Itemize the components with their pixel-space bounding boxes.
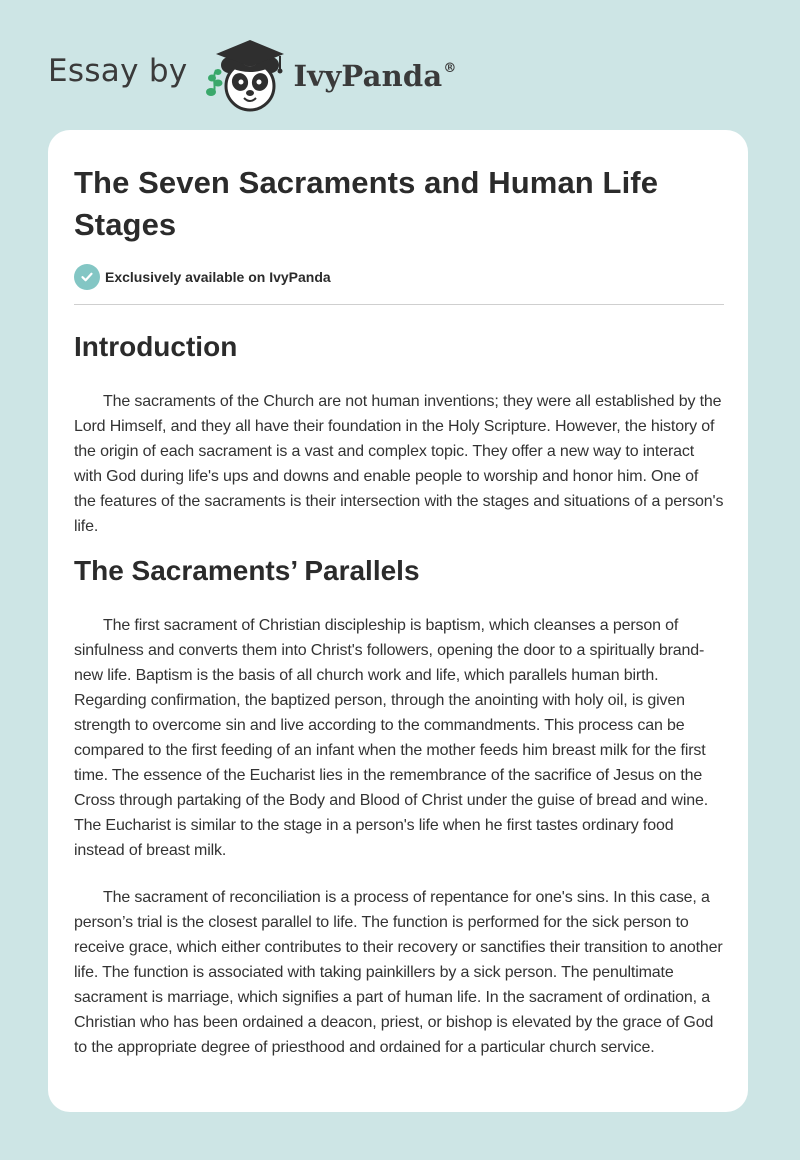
paragraph: The first sacrament of Christian discipleship is baptism, which cleanses a person of sinfulness and converts them into Christ's followers, opening the door to a spiritually brand-new life. Baptism is the basis of all church work and life, which parallels human birth. Regarding confirmation, the baptized person, through the anointing with holy oil, is given strength to overcome sin and live according to the commandments. This process can be compared to the first feeding of an infant when the mother feeds him breast milk for the first time. The essence of the Eucharist lies in the remembrance of the sacrifice of Jesus on the Cross through partaking of the Body and Blood of Christ under the guise of bread and wine. The Eucharist is similar to the stage in a person's life when he first tastes ordinary food instead of breast milk. xyxy=(74,617,709,859)
brand-name: IvyPanda® xyxy=(293,59,457,93)
ivypanda-logo[interactable] xyxy=(200,34,457,114)
paragraph: The sacraments of the Church are not human inventions; they were all established by the Lord Himself, and they all have their foundation in the Holy Scripture. However, the history of the origin of each sacrament is a vast and complex topic. They offer a new way to interact with God during life's ups and downs and enable people to worship and honor him. One of the features of the sacraments is their intersection with the stages and situations of a person's life. xyxy=(74,393,724,535)
essay-by-label: Essay by xyxy=(48,53,188,89)
article-content xyxy=(74,162,724,1060)
check-circle-icon xyxy=(74,264,100,290)
section-introduction xyxy=(74,329,724,539)
divider xyxy=(74,304,724,305)
article-card xyxy=(48,130,748,1112)
paragraph: The sacrament of reconciliation is a process of repentance for one's sins. In this case, a person’s trial is the closest parallel to life. The function is performed for the sick person to receive grace, which either contributes to their recovery or sanctifies their transition to another life. The function is associated with taking painkillers by a sick person. The penultimate sacrament is marriage, which signifies a part of human life. In the sacrament of ordination, a Christian who has been ordained a deacon, priest, or bishop is elevated by the grace of God to the appropriate degree of priesthood and ordained for a particular church service. xyxy=(74,889,723,1056)
exclusive-label: Exclusively available on IvyPanda xyxy=(105,269,331,285)
article-title: The Seven Sacraments and Human Life Stages xyxy=(74,165,659,242)
site-header xyxy=(48,34,457,114)
panda-graduate-logo-icon xyxy=(200,34,292,114)
exclusive-badge xyxy=(74,264,724,290)
section-heading: The Sacraments’ Parallels xyxy=(74,555,420,586)
section-parallels xyxy=(74,553,724,1060)
section-heading: Introduction xyxy=(74,331,238,362)
